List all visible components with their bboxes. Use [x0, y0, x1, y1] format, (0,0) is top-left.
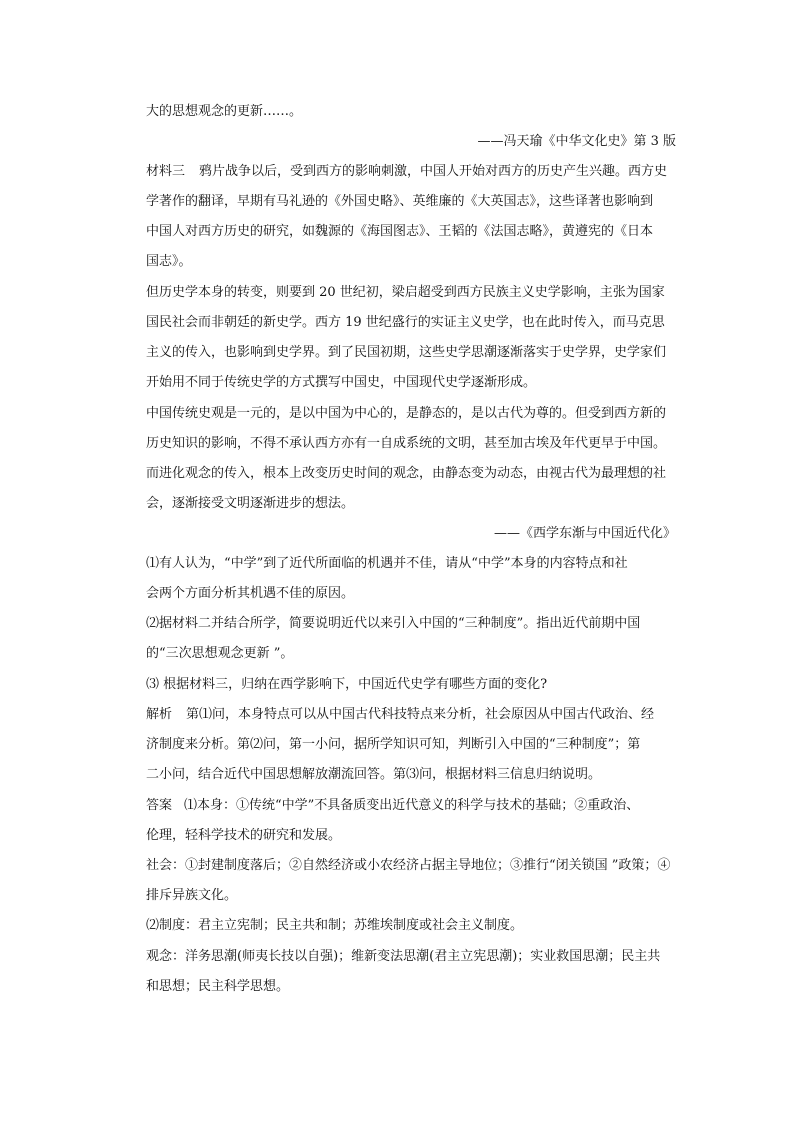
- text-line: ⑵制度：君主立宪制；民主共和制；苏维埃制度或社会主义制度。: [146, 918, 524, 933]
- text-line: 主义的传入，也影响到史学界。到了民国初期，这些史学思潮逐渐落实于史学界，史学家们: [146, 345, 667, 360]
- text-line: 会两个方面分析其机遇不佳的原因。: [146, 586, 355, 601]
- citation-line: ——冯天瑜《中华文化史》第 3 版: [477, 134, 676, 149]
- answer-first-line: [146, 795, 676, 817]
- text-line: 而进化观念的传入，根本上改变历史时间的观念，由静态变为动态，由视古代为最理想的社: [146, 466, 667, 481]
- text-line: 国志》。: [146, 254, 192, 269]
- text-line: 大的思想观念的更新……。: [146, 104, 303, 119]
- text-line: 学著作的翻译，早期有马礼逊的《外国史略》、英维廉的《大英国志》，这些译著也影响到: [146, 194, 654, 209]
- text-line: 中国人对西方历史的研究，如魏源的《海国图志》、王韬的《法国志略》，黄遵宪的《日本: [146, 224, 654, 239]
- text-line: 的“三次思想观念更新 ”。: [146, 646, 294, 661]
- text-line: 排斥异族文化。: [146, 888, 238, 903]
- text-line: 国民社会而非朝廷的新史学。西方 19 世纪盛行的实证主义史学，也在此时传入，而马克思: [146, 315, 665, 330]
- text-line: 会，逐渐接受文明逐渐进步的想法。: [146, 496, 355, 511]
- text-line: 开始用不同于传统史学的方式撰写中国史，中国现代史学逐渐形成。: [146, 375, 537, 390]
- text-line: 但历史学本身的转变，则要到 20 世纪初，梁启超受到西方民族主义史学影响，主张为国家: [146, 285, 665, 300]
- material-three-first-line: [146, 161, 676, 183]
- text-line: 济制度来分析。第⑵问，第一小问，据所学知识可知，判断引入中国的“三种制度”；第: [146, 737, 641, 752]
- question-2-line: ⑵据材料二并结合所学，简要说明近代以来引入中国的“三种制度”。指出近代前期中国: [146, 616, 641, 631]
- text-line: 和思想；民主科学思想。: [146, 979, 290, 994]
- text-line: 观念：洋务思潮(师夷长技以自强)；维新变法思潮(君主立宪思潮)；实业救国思潮；民主共: [146, 949, 661, 964]
- text-line: 历史知识的影响，不得不承认西方亦有一自成系统的文明，甚至加古埃及年代更早于中国。: [146, 436, 667, 451]
- question-1-line: ⑴有人认为，“中学”到了近代所面临的机遇并不佳，请从“中学”本身的内容特点和社: [146, 556, 628, 571]
- answer-label: 答案: [146, 798, 173, 813]
- text-line: 鸦片战争以后，受到西方的影响刺激，中国人开始对西方的历史产生兴趣。西方史: [199, 164, 668, 179]
- text-line: 中国传统史观是一元的，是以中国为中心的，是静态的，是以古代为尊的。但受到西方新的: [146, 406, 667, 421]
- analysis-first-line: [146, 704, 676, 726]
- text-line: ⑴本身：①传统“中学”不具备质变出近代意义的科学与技术的基础；②重政治、: [184, 798, 640, 813]
- text-line: 二小问，结合近代中国思想解放潮流回答。第⑶问，根据材料三信息归纳说明。: [146, 767, 602, 782]
- text-line: 社会：①封建制度落后；②自然经济或小农经济占据主导地位；③推行“闭关锁国 ”政策；④: [146, 858, 671, 873]
- citation-line: ——《西学东渐与中国近代化》: [493, 526, 676, 541]
- text-line: 伦理，轻科学技术的研究和发展。: [146, 828, 342, 843]
- analysis-label: 解析: [146, 707, 173, 722]
- question-3-line: ⑶ 根据材料三，归纳在西学影响下，中国近代史学有哪些方面的变化?: [146, 677, 548, 692]
- text-line: 第⑴问，本身特点可以从中国古代科技特点来分析，社会原因从中国古代政治、经: [186, 707, 655, 722]
- material-label: 材料三: [146, 164, 186, 179]
